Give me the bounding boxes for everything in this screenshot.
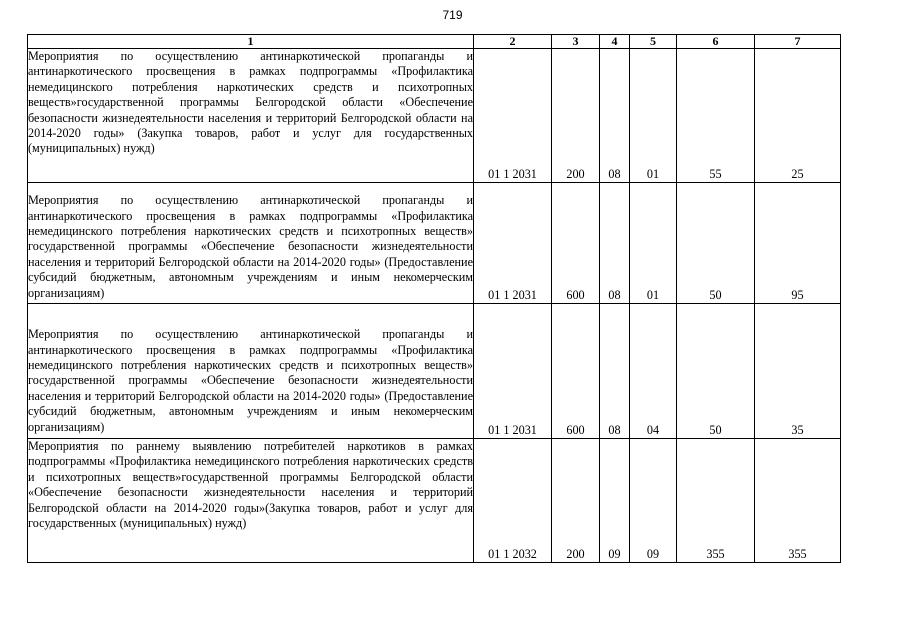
row-section: 08 xyxy=(600,304,630,439)
row-type: 600 xyxy=(552,304,600,439)
column-header: 5 xyxy=(630,35,677,49)
row-col7: 25 xyxy=(755,49,841,183)
row-description: Мероприятия по раннему выявлению потребителей наркотиков в рамках подпрограммы «Профилактика немедицинского потребления наркотических средств и психотропных веществ»государственной программы Белгородской области «Обеспечение безопасности жизнедеятельности населения и территорий Белгородской области на 2014-2020 годы»(Закупка товаров, работ и услуг для государственных (муниципальных) нужд) xyxy=(28,439,474,563)
row-code: 01 1 2031 xyxy=(474,49,552,183)
row-col6: 50 xyxy=(677,183,755,304)
row-col6: 50 xyxy=(677,304,755,439)
column-header: 4 xyxy=(600,35,630,49)
column-header: 2 xyxy=(474,35,552,49)
row-description: Мероприятия по осуществлению антинаркотической пропаганды и антинаркотического просвещения в рамках подпрограммы «Профилактика немедицинского потребления наркотических средств и психотропных веществ» государственной программы «Обеспечение безопасности жизнедеятельности населения и территорий Белгородской области на 2014-2020 годы» (Предоставление субсидий бюджетным, автономным учреждениям и иным некомерческим организациям) xyxy=(28,183,474,304)
row-type: 200 xyxy=(552,49,600,183)
row-section: 09 xyxy=(600,439,630,563)
row-col7: 95 xyxy=(755,183,841,304)
column-header: 3 xyxy=(552,35,600,49)
row-type: 600 xyxy=(552,183,600,304)
row-description: Мероприятия по осуществлению антинаркотической пропаганды и антинаркотического просвещения в рамках подпрограммы «Профилактика немедицинского потребления наркотических средств и психотропных веществ»государственной программы Белгородской области «Обеспечение безопасности жизнедеятельности населения и территорий Белгородской области на 2014-2020 годы» (Закупка товаров, работ и услуг для государственных (муниципальных) нужд) xyxy=(28,49,474,183)
row-section: 08 xyxy=(600,49,630,183)
row-type: 200 xyxy=(552,439,600,563)
row-subsection: 01 xyxy=(630,183,677,304)
row-code: 01 1 2031 xyxy=(474,304,552,439)
row-col6: 55 xyxy=(677,49,755,183)
column-header: 6 xyxy=(677,35,755,49)
table-row xyxy=(28,304,841,439)
table-row xyxy=(28,183,841,304)
row-col7: 355 xyxy=(755,439,841,563)
budget-table xyxy=(27,34,841,563)
row-subsection: 01 xyxy=(630,49,677,183)
table-row xyxy=(28,49,841,183)
page-number: 719 xyxy=(442,8,463,22)
row-section: 08 xyxy=(600,183,630,304)
row-description: Мероприятия по осуществлению антинаркотической пропаганды и антинаркотического просвещения в рамках подпрограммы «Профилактика немедицинского потребления наркотических средств и психотропных веществ» государственной программы «Обеспечение безопасности жизнедеятельности населения и территорий Белгородской области на 2014-2020 годы» (Предоставление субсидий бюджетным, автономным учреждениям и иным некомерческим организациям) xyxy=(28,304,474,439)
table-row xyxy=(28,439,841,563)
table-header-row xyxy=(28,35,841,49)
row-subsection: 04 xyxy=(630,304,677,439)
row-col7: 35 xyxy=(755,304,841,439)
row-code: 01 1 2031 xyxy=(474,183,552,304)
row-subsection: 09 xyxy=(630,439,677,563)
column-header: 1 xyxy=(28,35,474,49)
column-header: 7 xyxy=(755,35,841,49)
row-col6: 355 xyxy=(677,439,755,563)
row-code: 01 1 2032 xyxy=(474,439,552,563)
